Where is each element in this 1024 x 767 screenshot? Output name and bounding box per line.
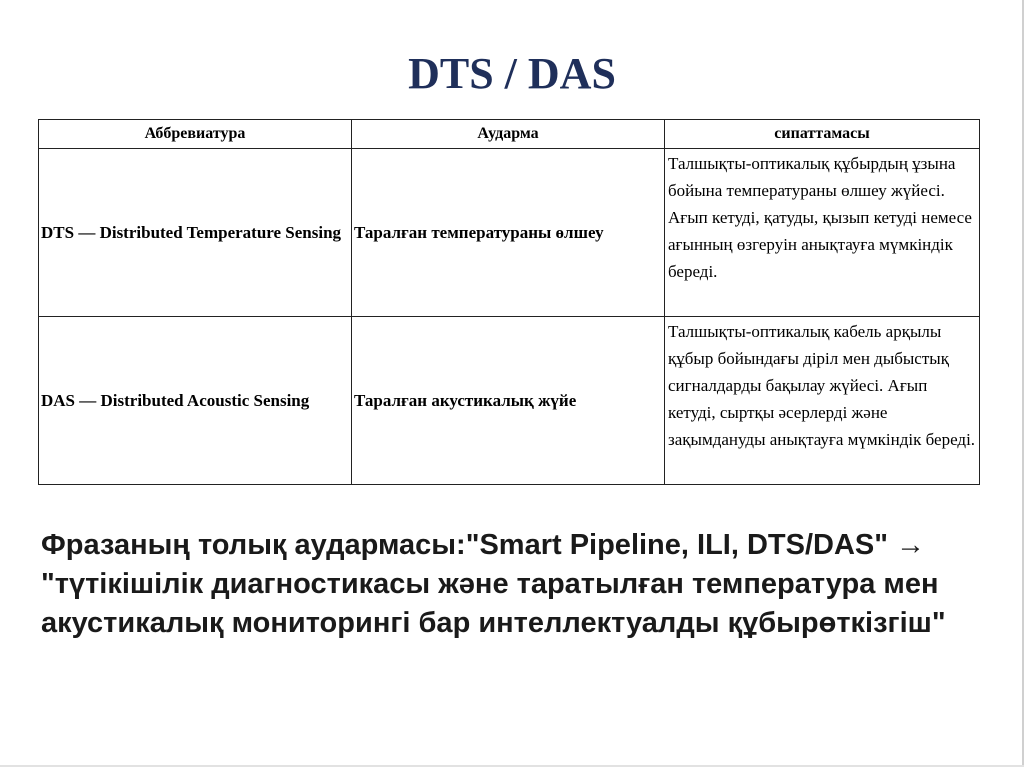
header-description: сипаттамасы: [665, 120, 980, 149]
cell-abbreviation: DTS — Distributed Temperature Sensing: [39, 149, 352, 317]
cell-translation: Таралған акустикалық жүйе: [352, 317, 665, 485]
cell-description: Талшықты-оптикалық құбырдың ұзына бойына температураны өлшеу жүйесі. Ағып кетуді, қатуды, қызып кетуді немесе ағынның өзгеруін анықтауға мүмкіндік береді.: [665, 149, 980, 317]
cell-translation: Таралған температураны өлшеу: [352, 149, 665, 317]
slide-title: DTS / DAS: [408, 49, 616, 98]
table-row-das: [39, 317, 980, 485]
table-row-dts: [39, 149, 980, 317]
table-header-row: [39, 120, 980, 149]
cell-description: Талшықты-оптикалық кабель арқылы құбыр бойындағы діріл мен дыбыстық сигналдарды бақылау жүйесі. Ағып кетуді, сыртқы әсерлерді және зақымдануды анықтауға мүмкіндік береді.: [665, 317, 980, 485]
header-translation: Аударма: [352, 120, 665, 149]
header-abbreviation: Аббревиатура: [39, 120, 352, 149]
cell-abbreviation: DAS — Distributed Acoustic Sensing: [39, 317, 352, 485]
terms-table: [38, 119, 980, 485]
full-translation-phrase: Фразаның толық аудармасы:"Smart Pipeline, ILI, DTS/DAS" → "түтікішілік диагностикасы және таратылған температура мен акустикалық мониторингі бар интеллектуалды құбырөткізгіш": [41, 529, 946, 639]
